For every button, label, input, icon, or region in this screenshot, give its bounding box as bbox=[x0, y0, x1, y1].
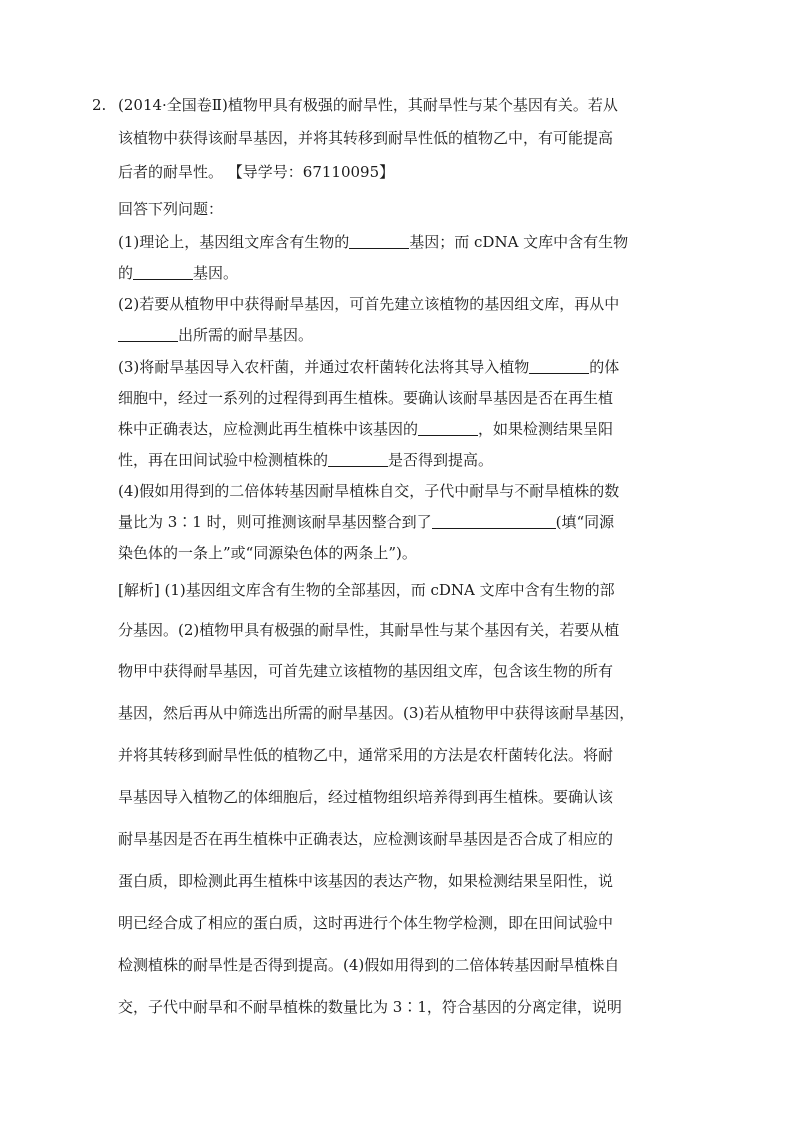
stem-text-3: 后者的耐旱性。 【导学号：67110095】 bbox=[118, 163, 395, 181]
sub3-text-a: (3)将耐旱基因导入农杆菌，并通过农杆菌转化法将其导入植物 bbox=[118, 358, 530, 376]
analysis-text-10: 交，子代中耐旱和不耐旱植株的数量比为 3∶1，符合基因的分离定律，说明 bbox=[118, 998, 622, 1016]
answer-blank-5[interactable] bbox=[418, 420, 478, 436]
analysis-text-6: 耐旱基因是否在再生植株中正确表达，应检测该耐旱基因是否合成了相应的 bbox=[118, 830, 614, 848]
sub2-text-b: 出所需的耐旱基因。 bbox=[178, 326, 314, 344]
question-number: 2. bbox=[92, 96, 107, 114]
sub4-text-d: 染色体的一条上”或“同源染色体的两条上”)。 bbox=[118, 544, 417, 562]
sub1-text-c: 的 bbox=[118, 264, 134, 282]
analysis-line-9 bbox=[118, 955, 678, 975]
analysis-line-3 bbox=[118, 703, 678, 723]
stem-line-3 bbox=[118, 162, 678, 182]
sub3-line-2 bbox=[118, 388, 678, 408]
sub3-line-3 bbox=[118, 419, 678, 439]
analysis-text-7: 蛋白质，即检测此再生植株中该基因的表达产物，如果检测结果呈阳性，说 bbox=[118, 872, 614, 890]
sub2-line-1 bbox=[118, 294, 678, 314]
answer-blank-7[interactable] bbox=[432, 513, 556, 529]
sub1-text-b: 基因；而 cDNA 文库中含有生物 bbox=[409, 233, 629, 251]
analysis-line-2 bbox=[118, 661, 678, 681]
sub4-text-c: (填“同源 bbox=[555, 513, 615, 531]
analysis-tag: [解析] bbox=[118, 581, 160, 599]
sub3-text-e: ，如果检测结果呈阳 bbox=[478, 420, 614, 438]
sub4-line-3 bbox=[118, 543, 678, 563]
analysis-text-2: 物甲中获得耐旱基因，可首先建立该植物的基因组文库，包含该生物的所有 bbox=[118, 662, 614, 680]
prompt-text: 回答下列问题： bbox=[118, 200, 224, 218]
sub3-line-1 bbox=[118, 357, 678, 377]
sub3-text-g: 是否得到提高。 bbox=[388, 451, 494, 469]
analysis-line-4 bbox=[118, 745, 678, 765]
sub2-text-a: (2)若要从植物甲中获得耐旱基因，可首先建立该植物的基因组文库，再从中 bbox=[118, 295, 620, 313]
analysis-text-0: (1)基因组文库含有生物的全部基因，而 cDNA 文库中含有生物的部 bbox=[159, 581, 615, 599]
sub2-line-2 bbox=[118, 325, 678, 345]
analysis-text-8: 明已经合成了相应的蛋白质，这时再进行个体生物学检测，即在田间试验中 bbox=[118, 914, 614, 932]
analysis-text-1: 分基因。(2)植物甲具有极强的耐旱性，其耐旱性与某个基因有关，若要从植 bbox=[118, 621, 620, 639]
analysis-line-8 bbox=[118, 913, 678, 933]
sub3-line-4 bbox=[118, 450, 678, 470]
answer-blank-3[interactable] bbox=[118, 326, 178, 342]
sub3-text-d: 株中正确表达，应检测此再生植株中该基因的 bbox=[118, 420, 419, 438]
analysis-line-5 bbox=[118, 787, 678, 807]
sub1-text-a: (1)理论上，基因组文库含有生物的 bbox=[118, 233, 350, 251]
sub3-text-c: 细胞中，经过一系列的过程得到再生植株。要确认该耐旱基因是否在再生植 bbox=[118, 389, 614, 407]
analysis-line-1 bbox=[118, 620, 678, 640]
stem-text-2: 该植物中获得该耐旱基因，并将其转移到耐旱性低的植物乙中，有可能提高 bbox=[118, 129, 614, 147]
analysis-line-7 bbox=[118, 871, 678, 891]
sub4-line-2 bbox=[118, 512, 678, 532]
answer-blank-2[interactable] bbox=[133, 264, 193, 280]
sub3-text-b: 的体 bbox=[589, 358, 620, 376]
analysis-line-10 bbox=[118, 997, 678, 1017]
analysis-text-9: 检测植株的耐旱性是否得到提高。(4)假如用得到的二倍体转基因耐旱植株自 bbox=[118, 956, 620, 974]
stem-line-1 bbox=[92, 95, 652, 115]
analysis-text-4: 并将其转移到耐旱性低的植物乙中，通常采用的方法是农杆菌转化法。将耐 bbox=[118, 746, 614, 764]
sub4-text-a: (4)假如用得到的二倍体转基因耐旱植株自交，子代中耐旱与不耐旱植株的数 bbox=[118, 482, 620, 500]
analysis-text-3: 基因，然后再从中筛选出所需的耐旱基因。(3)若从植物甲中获得该耐旱基因， bbox=[118, 704, 635, 722]
sub4-text-b: 量比为 3∶1 时，则可推测该耐旱基因整合到了 bbox=[118, 513, 432, 531]
answer-blank-1[interactable] bbox=[349, 233, 409, 249]
analysis-line-6 bbox=[118, 829, 678, 849]
sub1-line-2 bbox=[118, 263, 678, 283]
sub1-line-1 bbox=[118, 232, 678, 252]
answer-blank-6[interactable] bbox=[328, 451, 388, 467]
stem-line-2 bbox=[118, 128, 678, 148]
analysis-line-0 bbox=[118, 580, 678, 600]
answer-blank-4[interactable] bbox=[529, 358, 589, 374]
sub3-text-f: 性，再在田间试验中检测植株的 bbox=[118, 451, 329, 469]
sub4-line-1 bbox=[118, 481, 678, 501]
analysis-text-5: 旱基因导入植物乙的体细胞后，经过植物组织培养得到再生植株。要确认该 bbox=[118, 788, 614, 806]
prompt-line bbox=[118, 199, 678, 219]
stem-text-1: (2014·全国卷Ⅱ)植物甲具有极强的耐旱性，其耐旱性与某个基因有关。若从 bbox=[118, 96, 618, 114]
sub1-text-d: 基因。 bbox=[193, 264, 239, 282]
